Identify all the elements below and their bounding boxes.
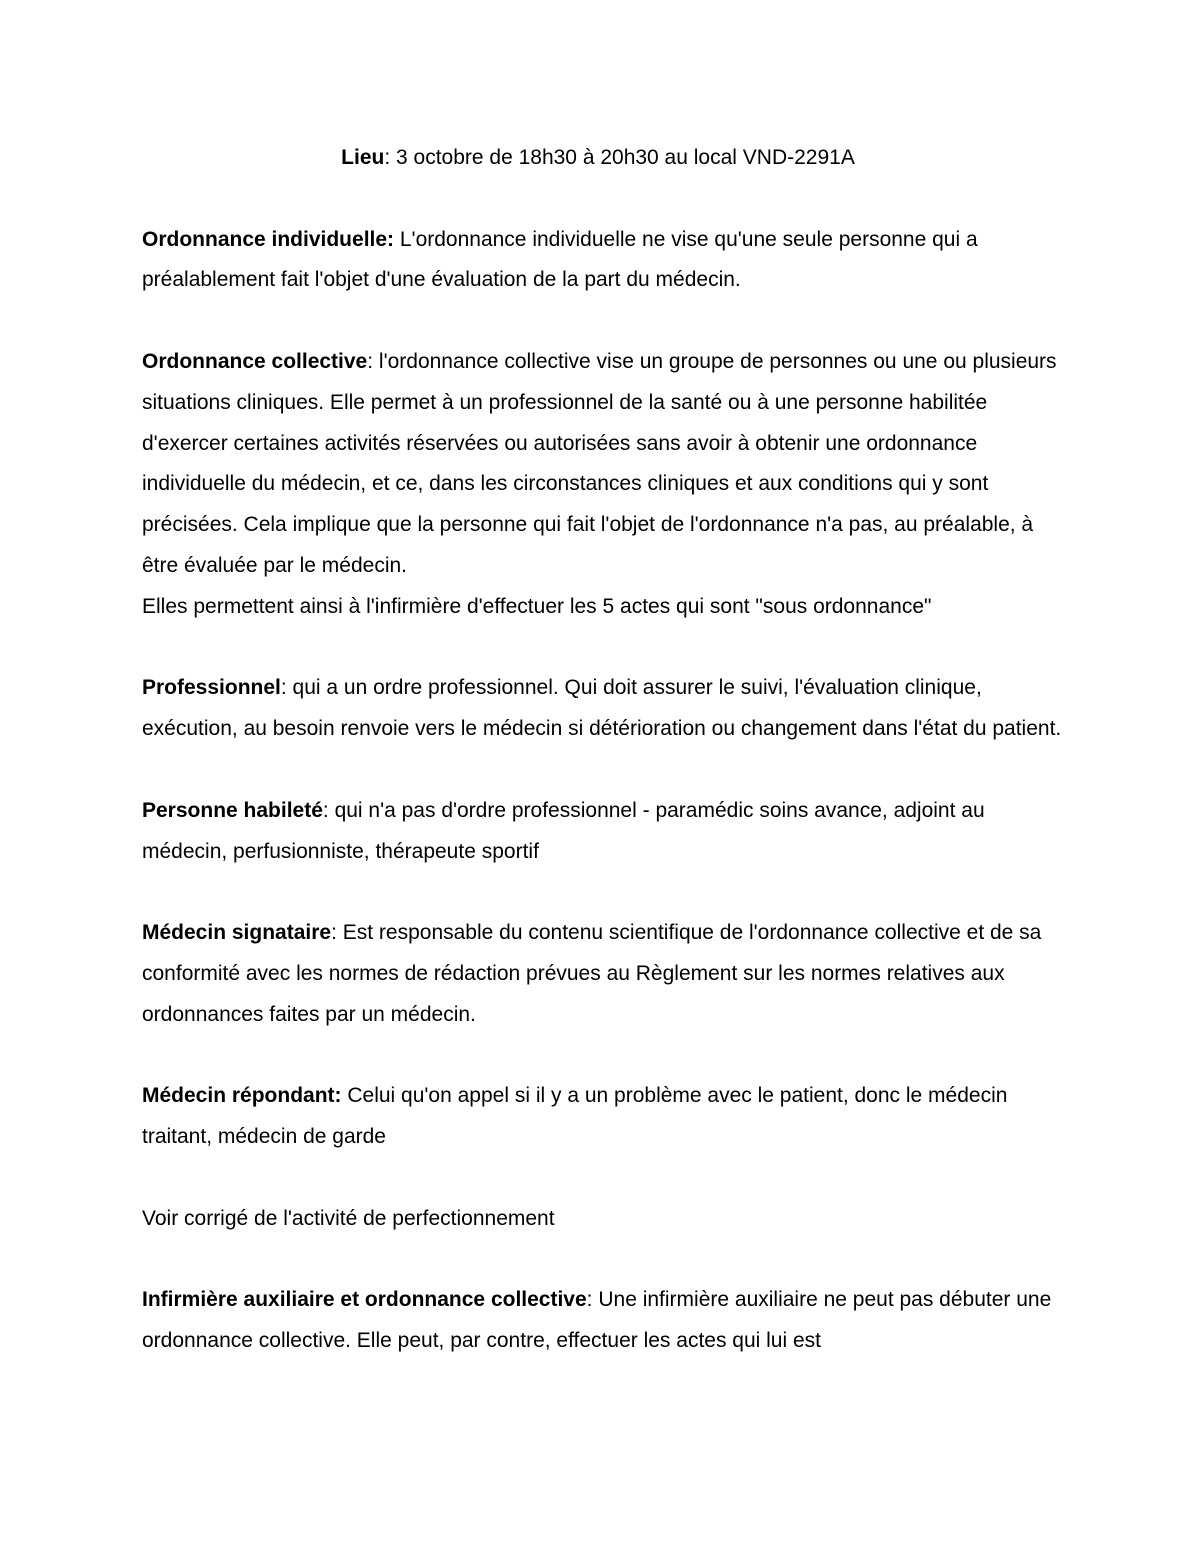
definition-infirmiere-auxiliaire bbox=[142, 1280, 1062, 1362]
definition-personne-habilete bbox=[142, 791, 1062, 873]
definition-text: l'ordonnance collective vise un groupe de personnes ou une ou plusieurs situations cliniques. Elle permet à un professionnel de la santé ou à une personne habilitée d'exercer certaines activités réservées ou autorisées sans avoir à obtenir une ordonnance individuelle du médecin, et ce, dans les circonstances cliniques et aux conditions qui y sont précisées. Cela implique que la personne qui fait l'objet de l'ordonnance n'a pas, au préalable, à être évaluée par le médecin. bbox=[142, 349, 1057, 577]
document-body bbox=[142, 138, 1062, 1362]
definition-medecin-repondant bbox=[142, 1076, 1062, 1158]
definition-text: qui n'a pas d'ordre professionnel - paramédic soins avance, adjoint au médecin, perfusionniste, thérapeute sportif bbox=[142, 798, 985, 863]
definition-text: L'ordonnance individuelle ne vise qu'une seule personne qui a préalablement fait l'objet d'une évaluation de la part du médecin. bbox=[142, 227, 978, 292]
note-text: Voir corrigé de l'activité de perfectionnement bbox=[142, 1206, 555, 1230]
term-infirmiere-auxiliaire: Infirmière auxiliaire et ordonnance collective bbox=[142, 1288, 587, 1312]
lieu-line bbox=[142, 138, 1062, 179]
lieu-text: 3 octobre de 18h30 à 20h30 au local VND-2291A bbox=[396, 146, 855, 169]
term-separator: : bbox=[322, 798, 335, 822]
lieu-label: Lieu bbox=[341, 146, 385, 169]
definition-text: Une infirmière auxiliaire ne peut pas débuter une ordonnance collective. Elle peut, par contre, effectuer les actes qui lui est bbox=[142, 1288, 1052, 1353]
ordonnance-collective-note bbox=[142, 587, 1062, 628]
term-separator: : bbox=[280, 676, 293, 700]
term-separator: : bbox=[586, 1288, 599, 1312]
term-personne-habilete: Personne habileté bbox=[142, 798, 323, 822]
definition-text: Celui qu'on appel si il y a un problème avec le patient, donc le médecin traitant, médecin de garde bbox=[142, 1084, 1008, 1149]
definition-text: qui a un ordre professionnel. Qui doit assurer le suivi, l'évaluation clinique, exécution, au besoin renvoie vers le médecin si détérioration ou changement dans l'état du patient. bbox=[142, 676, 1062, 741]
term-medecin-signataire: Médecin signataire bbox=[142, 921, 332, 945]
definition-text: Est responsable du contenu scientifique de l'ordonnance collective et de sa conformité avec les normes de rédaction prévues au Règlement sur les normes relatives aux ordonnances faites par un médecin. bbox=[142, 921, 1042, 1026]
term-medecin-repondant: Médecin répondant: bbox=[142, 1084, 342, 1108]
term-separator: : bbox=[331, 921, 343, 945]
definition-medecin-signataire bbox=[142, 913, 1062, 1035]
definition-ordonnance-collective bbox=[142, 342, 1062, 587]
lieu-separator: : bbox=[384, 146, 396, 169]
term-ordonnance-individuelle: Ordonnance individuelle: bbox=[142, 227, 395, 251]
term-ordonnance-collective: Ordonnance collective bbox=[142, 349, 368, 373]
definition-professionnel bbox=[142, 668, 1062, 750]
term-separator: : bbox=[367, 349, 379, 373]
voir-corrige-note bbox=[142, 1199, 1062, 1240]
term-professionnel: Professionnel bbox=[142, 676, 281, 700]
definition-ordonnance-individuelle bbox=[142, 220, 1062, 302]
note-text: Elles permettent ainsi à l'infirmière d'effectuer les 5 actes qui sont "sous ordonnance" bbox=[142, 594, 932, 618]
